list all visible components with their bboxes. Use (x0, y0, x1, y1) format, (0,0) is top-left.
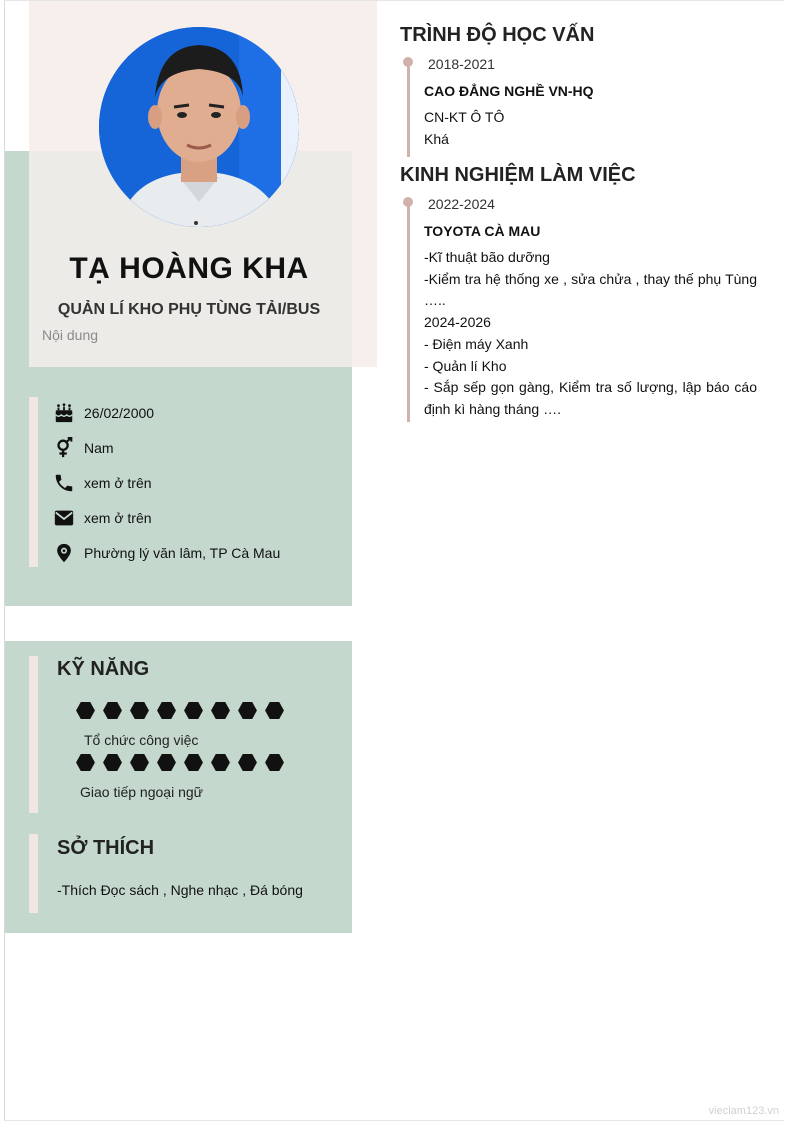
hexagon-icon (238, 702, 257, 719)
experience-line: 2024-2026 (424, 314, 491, 331)
experience-timeline (407, 202, 410, 422)
hexagon-icon (103, 702, 122, 719)
experience-period: 2022-2024 (428, 196, 495, 212)
hexagon-icon (211, 754, 230, 771)
experience-line: -Kĩ thuật bão dưỡng (424, 249, 550, 265)
info-phone (53, 472, 152, 494)
hexagon-icon (157, 702, 176, 719)
hexagon-icon (76, 702, 95, 719)
content-placeholder: Nội dung (42, 327, 99, 343)
skill-name-2: Giao tiếp ngoại ngữ (80, 784, 204, 800)
education-timeline (407, 62, 410, 157)
experience-dot (403, 197, 413, 207)
skill-rating-1 (76, 702, 284, 719)
hexagon-icon (184, 754, 203, 771)
hexagon-icon (265, 702, 284, 719)
education-details (424, 107, 757, 150)
hexagon-icon (184, 702, 203, 719)
education-period: 2018-2021 (428, 56, 495, 72)
info-gender (53, 437, 114, 459)
candidate-name: TẠ HOÀNG KHA (69, 252, 309, 285)
hexagon-icon (238, 754, 257, 771)
education-major: CN-KT Ô TÔ (424, 109, 505, 125)
skill-name-1: Tổ chức công việc (84, 732, 199, 748)
hexagon-icon (211, 702, 230, 719)
avatar (99, 27, 299, 227)
education-title: TRÌNH ĐỘ HỌC VẤN (400, 24, 595, 46)
hexagon-icon (265, 754, 284, 771)
hobbies-text: -Thích Đọc sách , Nghe nhạc , Đá bóng (57, 882, 303, 898)
birthday-value: 26/02/2000 (84, 405, 155, 421)
education-dot (403, 57, 413, 67)
hexagon-icon (76, 754, 95, 771)
email-value: xem ở trên (84, 510, 152, 526)
experience-title: KINH NGHIỆM LÀM VIỆC (400, 164, 636, 186)
info-birthday (53, 402, 154, 424)
experience-company: TOYOTA CÀ MAU (424, 223, 541, 239)
skills-accent-bar (29, 656, 38, 813)
phone-icon (53, 472, 75, 494)
gender-value: Nam (84, 440, 114, 456)
education-school: CAO ĐẲNG NGHỀ VN-HQ (424, 83, 594, 99)
address-value: Phường lý văn lâm, TP Cà Mau (84, 545, 281, 561)
skill-rating-2 (76, 754, 284, 771)
gender-icon (53, 437, 75, 459)
experience-line: - Điện máy Xanh (424, 335, 529, 352)
watermark: vieclam123.vn (708, 1105, 779, 1117)
experience-line: - Quản lí Kho (424, 357, 507, 374)
experience-line: - Sắp sếp gọn gàng, Kiểm tra số lượng, lập báo cáo định kì hàng tháng …. (424, 379, 757, 417)
hobbies-title: SỞ THÍCH (57, 837, 155, 859)
hexagon-icon (103, 754, 122, 771)
info-address (53, 542, 280, 564)
hexagon-icon (130, 754, 149, 771)
birthday-cake-icon (53, 402, 75, 424)
education-grade: Khá (424, 130, 449, 147)
location-icon (53, 542, 75, 564)
phone-value: xem ở trên (84, 475, 152, 491)
email-icon (53, 507, 75, 529)
experience-details (424, 247, 757, 421)
skills-title: KỸ NĂNG (57, 658, 150, 680)
info-email (53, 507, 152, 529)
info-accent-bar (29, 397, 38, 567)
hexagon-icon (157, 754, 176, 771)
job-title: QUẢN LÍ KHO PHỤ TÙNG TẢI/BUS (57, 301, 321, 318)
hexagon-icon (130, 702, 149, 719)
experience-line: -Kiểm tra hệ thống xe , sửa chửa , thay thế phụ Tùng ….. (424, 270, 757, 309)
hobbies-accent-bar (29, 834, 38, 913)
